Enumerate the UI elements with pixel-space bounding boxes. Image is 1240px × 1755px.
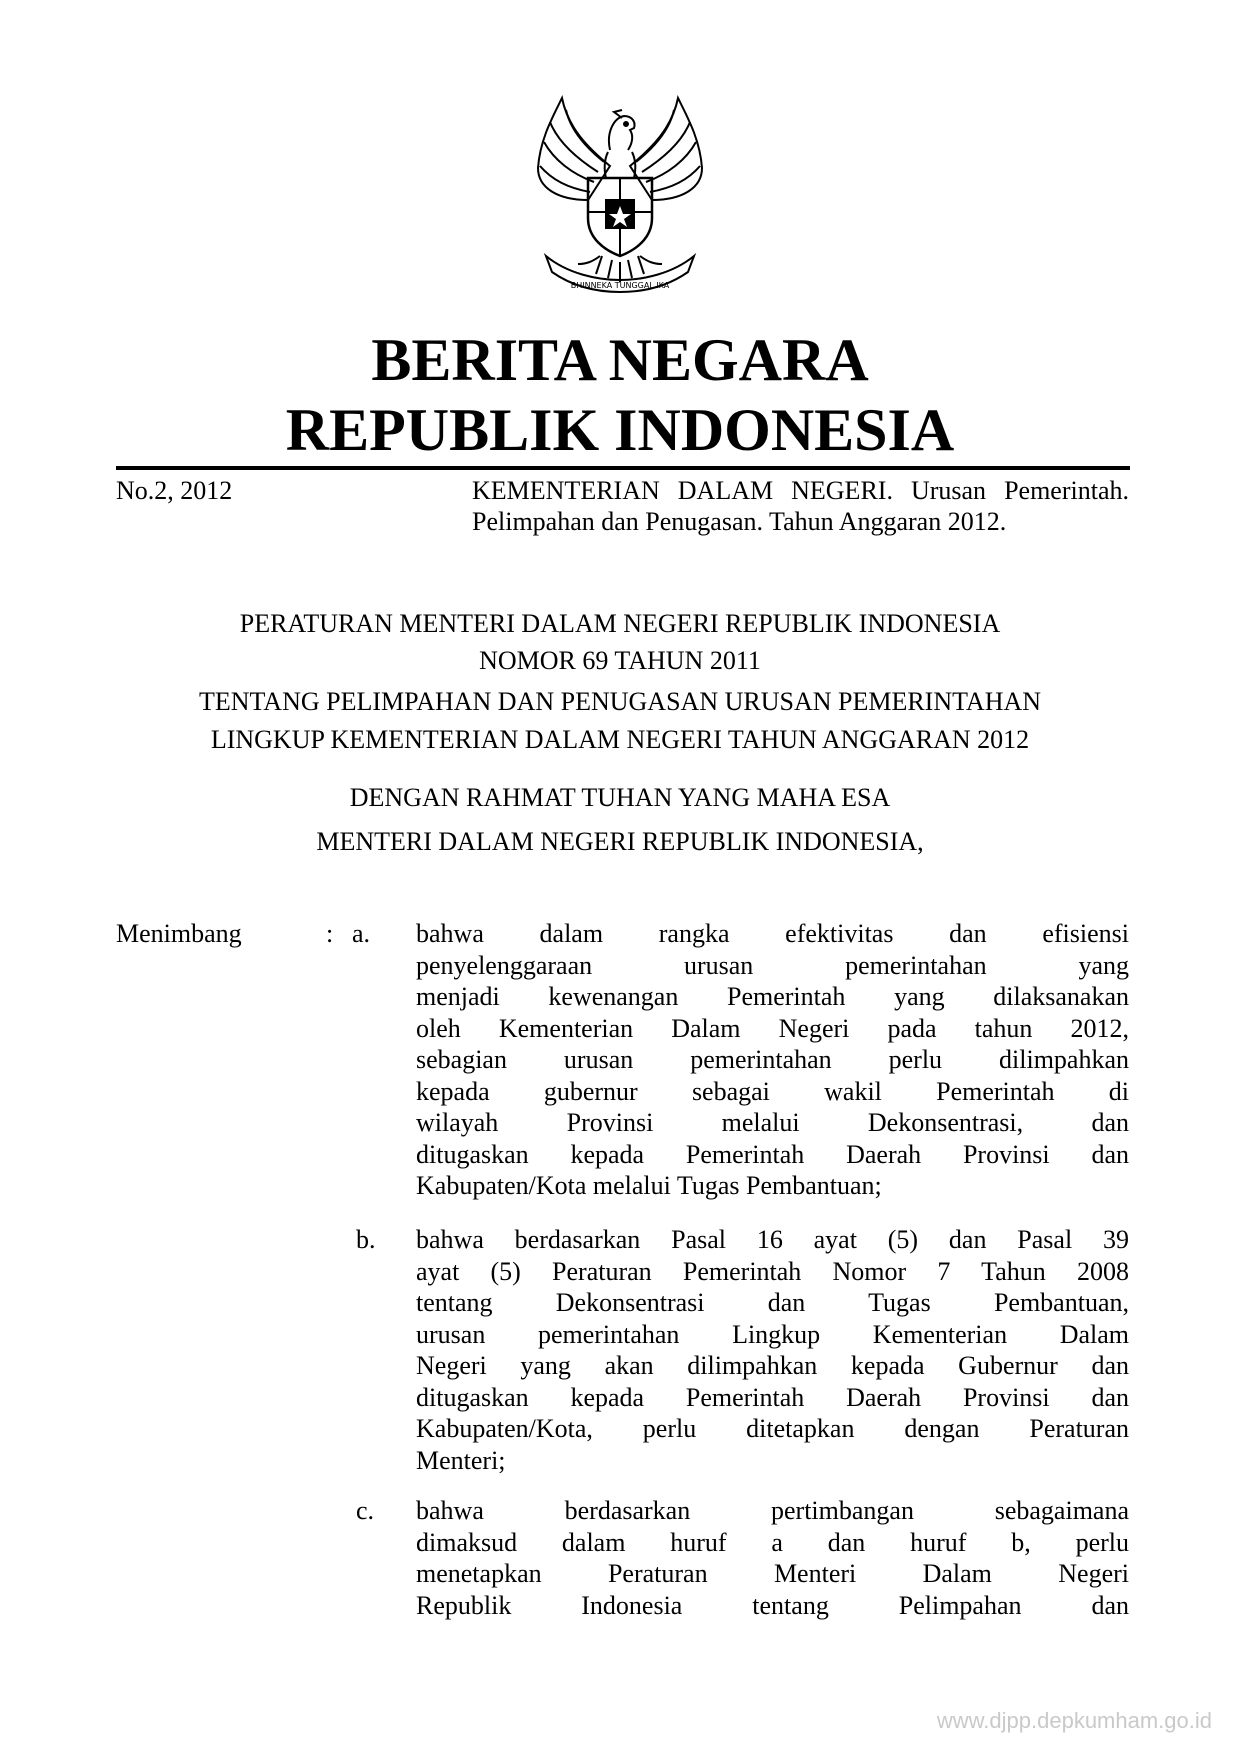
item-letter-b: b. — [356, 1225, 376, 1254]
item-b-line: ayat (5) Peraturan Pemerintah Nomor 7 Tahun 2008 — [416, 1256, 1129, 1286]
item-b-line: Menteri; — [416, 1445, 506, 1475]
item-a-line: menjadi kewenangan Pemerintah yang dilaksanakan — [416, 982, 1129, 1011]
item-text-c — [416, 1495, 1129, 1621]
item-c-line: Republik Indonesia tentang Pelimpahan dan — [416, 1590, 1129, 1620]
item-b-line: Kabupaten/Kota, perlu ditetapkan dengan Peraturan — [416, 1414, 1129, 1443]
item-b-line: urusan pemerintahan Lingkup Kementerian Dalam — [416, 1319, 1129, 1349]
item-text-b — [416, 1224, 1129, 1476]
item-c-line: menetapkan Peraturan Menteri Dalam Negeri — [416, 1559, 1129, 1588]
item-b-line: ditugaskan kepada Pemerintah Daerah Provinsi dan — [416, 1382, 1129, 1412]
item-a-line: kepada gubernur sebagai wakil Pemerintah di — [416, 1076, 1129, 1106]
garuda-pancasila-emblem-icon — [518, 88, 722, 298]
menimbang-label: Menimbang — [116, 919, 242, 948]
regulation-title-line-2: NOMOR 69 TAHUN 2011 — [479, 646, 761, 675]
item-a-line: sebagian urusan pemerintahan perlu dilimpahkan — [416, 1045, 1129, 1074]
item-c-line: bahwa berdasarkan pertimbangan sebagaimana — [416, 1496, 1129, 1525]
document-number: No.2, 2012 — [116, 476, 233, 505]
item-c-line: dimaksud dalam huruf a dan huruf b, perlu — [416, 1527, 1129, 1557]
item-a-line: penyelenggaraan urusan pemerintahan yang — [416, 950, 1129, 980]
document-description: KEMENTERIAN DALAM NEGERI. Urusan Pemerintah. Pelimpahan dan Penugasan. Tahun Anggaran 2012. — [472, 476, 1129, 536]
item-a-line: bahwa dalam rangka efektivitas dan efisiensi — [416, 919, 1129, 948]
item-a-line: wilayah Provinsi melalui Dekonsentrasi, dan — [416, 1108, 1129, 1137]
regulation-title-line-3: TENTANG PELIMPAHAN DAN PENUGASAN URUSAN PEMERINTAHAN — [198, 687, 1042, 716]
item-b-line: tentang Dekonsentrasi dan Tugas Pembantuan, — [416, 1288, 1129, 1317]
minister-line: MENTERI DALAM NEGERI REPUBLIK INDONESIA, — [316, 827, 924, 856]
watermark-url: www.djpp.depkumham.go.id — [936, 1708, 1212, 1733]
item-b-line: bahwa berdasarkan Pasal 16 ayat (5) dan Pasal 39 — [416, 1225, 1129, 1254]
regulation-title-line-4: LINGKUP KEMENTERIAN DALAM NEGERI TAHUN ANGGARAN 2012 — [210, 725, 1030, 754]
masthead-line-2: REPUBLIK INDONESIA — [285, 397, 955, 463]
invocation-line: DENGAN RAHMAT TUHAN YANG MAHA ESA — [349, 783, 891, 812]
item-a-line: oleh Kementerian Dalam Negeri pada tahun 2012, — [416, 1013, 1129, 1043]
masthead-line-1: BERITA NEGARA — [371, 327, 869, 393]
item-a-line: ditugaskan kepada Pemerintah Daerah Provinsi dan — [416, 1139, 1129, 1169]
masthead-divider — [116, 466, 1130, 470]
item-letter-a: a. — [352, 919, 371, 948]
menimbang-colon: : — [326, 919, 334, 948]
item-letter-c: c. — [356, 1496, 375, 1525]
emblem-motto: BHINNEKA TUNGGAL IKA — [570, 281, 670, 290]
item-b-line: Negeri yang akan dilimpahkan kepada Gubernur dan — [416, 1351, 1129, 1380]
item-a-line: Kabupaten/Kota melalui Tugas Pembantuan; — [416, 1171, 882, 1200]
regulation-title-line-1: PERATURAN MENTERI DALAM NEGERI REPUBLIK INDONESIA — [239, 609, 1001, 638]
item-text-a — [416, 918, 1129, 1202]
